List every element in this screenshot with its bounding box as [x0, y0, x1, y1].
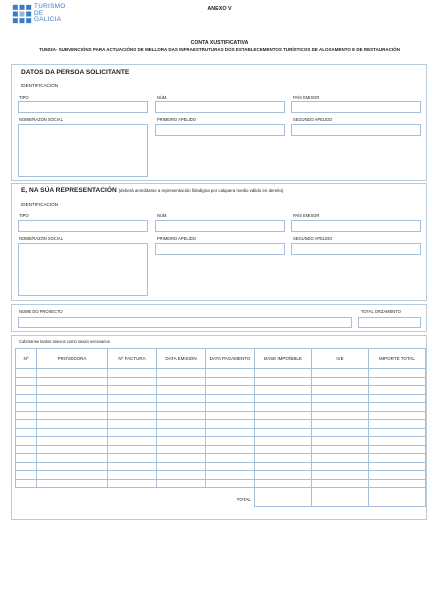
table-cell[interactable]: [312, 437, 369, 446]
table-cell[interactable]: [37, 428, 108, 437]
table-cell[interactable]: [157, 428, 206, 437]
table-row: [16, 454, 426, 463]
table-cell[interactable]: [255, 386, 312, 395]
table-cell[interactable]: [255, 369, 312, 378]
table-cell[interactable]: [16, 403, 37, 412]
representative-note: (deberá acreditarse a representación fidedigna por calquera medio válido en dereito): [118, 188, 284, 193]
project-name-label: NOME DO PROXECTO: [19, 309, 63, 314]
applicant-num-input[interactable]: [155, 101, 285, 113]
table-cell[interactable]: [312, 394, 369, 403]
table-row: [16, 394, 426, 403]
document-subtitle: TU503A- SUBVENCIÓNS PARA ACTUACIÓNS DE MELLORA DAS INFRAESTRUTURAS DOS ESTABLECEMENTOS TURÍSTICOS DE ALOXAMENTO E DE RESTAURACIÓN: [39, 47, 400, 52]
table-cell[interactable]: [255, 394, 312, 403]
table-cell[interactable]: [37, 394, 108, 403]
table-cell[interactable]: [157, 403, 206, 412]
table-cell[interactable]: [157, 437, 206, 446]
total-budget-label: TOTAL ORZAMENTO: [361, 309, 401, 314]
table-cell[interactable]: [206, 462, 255, 471]
document-title: CONTA XUSTIFICATIVA: [190, 40, 249, 46]
table-row: [16, 377, 426, 386]
table-cell[interactable]: [157, 369, 206, 378]
table-cell[interactable]: [369, 428, 426, 437]
table-cell[interactable]: [255, 445, 312, 454]
representative-apelido2-input[interactable]: [291, 243, 421, 255]
table-cell[interactable]: [206, 386, 255, 395]
table-cell[interactable]: [369, 377, 426, 386]
total-vat-cell[interactable]: [312, 488, 369, 507]
table-cell[interactable]: [16, 445, 37, 454]
table-cell[interactable]: [157, 377, 206, 386]
table-cell[interactable]: [157, 411, 206, 420]
table-cell[interactable]: [206, 445, 255, 454]
table-cell[interactable]: [16, 437, 37, 446]
project-name-input[interactable]: [18, 317, 352, 328]
table-cell[interactable]: [16, 394, 37, 403]
table-cell[interactable]: [157, 420, 206, 429]
table-cell[interactable]: [369, 454, 426, 463]
table-cell[interactable]: [369, 369, 426, 378]
table-cell[interactable]: [369, 411, 426, 420]
col-header-vat: IVE: [312, 349, 369, 369]
table-cell[interactable]: [37, 445, 108, 454]
table-cell[interactable]: [206, 471, 255, 480]
table-cell[interactable]: [37, 420, 108, 429]
table-cell[interactable]: [16, 479, 37, 488]
table-cell[interactable]: [312, 445, 369, 454]
col-header-taxable-base: BASE IMPOÑIBLE: [255, 349, 312, 369]
applicant-tipo-input[interactable]: [18, 101, 148, 113]
table-cell[interactable]: [312, 377, 369, 386]
table-row: [16, 471, 426, 480]
total-label-cell: [16, 488, 255, 507]
table-cell[interactable]: [206, 377, 255, 386]
applicant-identification-heading: IDENTIFICACIÓN: [21, 83, 59, 88]
applicant-nome-label: NOME/RAZÓN SOCIAL: [19, 117, 63, 122]
col-header-number: Nº: [16, 349, 37, 369]
table-cell[interactable]: [108, 411, 157, 420]
table-cell[interactable]: [108, 462, 157, 471]
table-cell[interactable]: [108, 369, 157, 378]
applicant-apelido1-label: PRIMEIRO APELIDO: [157, 117, 196, 122]
table-cell[interactable]: [108, 386, 157, 395]
table-cell[interactable]: [37, 462, 108, 471]
table-cell[interactable]: [312, 369, 369, 378]
table-cell[interactable]: [312, 454, 369, 463]
table-cell[interactable]: [206, 479, 255, 488]
table-cell[interactable]: [255, 462, 312, 471]
applicant-apelido2-input[interactable]: [291, 124, 421, 136]
table-cell[interactable]: [37, 479, 108, 488]
table-cell[interactable]: [37, 369, 108, 378]
table-row: [16, 420, 426, 429]
table-row: [16, 411, 426, 420]
table-cell[interactable]: [37, 403, 108, 412]
table-cell[interactable]: [37, 386, 108, 395]
table-row: [16, 386, 426, 395]
representative-tipo-label: TIPO: [19, 213, 29, 218]
table-cell[interactable]: [157, 394, 206, 403]
table-cell[interactable]: [312, 386, 369, 395]
table-cell[interactable]: [206, 454, 255, 463]
table-cell[interactable]: [369, 437, 426, 446]
table-cell[interactable]: [108, 437, 157, 446]
representative-title-text: E, NA SÚA REPRESENTACIÓN: [21, 187, 117, 194]
representative-title: [21, 187, 283, 194]
table-cell[interactable]: [312, 462, 369, 471]
representative-num-input[interactable]: [155, 220, 285, 232]
table-cell[interactable]: [16, 377, 37, 386]
invoices-total-row: [16, 488, 426, 507]
invoices-header-row: [16, 349, 426, 369]
table-cell[interactable]: [108, 471, 157, 480]
table-cell[interactable]: [255, 454, 312, 463]
representative-pais-label: PAÍS EMISOR: [293, 213, 320, 218]
representative-apelido1-label: PRIMEIRO APELIDO: [157, 236, 196, 241]
table-cell[interactable]: [255, 479, 312, 488]
table-cell[interactable]: [312, 471, 369, 480]
table-cell[interactable]: [157, 454, 206, 463]
annex-title: ANEXO V: [207, 6, 232, 12]
table-cell[interactable]: [108, 403, 157, 412]
table-cell[interactable]: [206, 420, 255, 429]
representative-apelido2-label: SEGUNDO APELIDO: [293, 236, 333, 241]
total-budget-input[interactable]: [358, 317, 421, 328]
table-cell[interactable]: [37, 437, 108, 446]
representative-identification-heading: IDENTIFICACIÓN: [21, 202, 59, 207]
applicant-title: DATOS DA PERSOA SOLICITANTE: [21, 69, 130, 76]
table-cell[interactable]: [312, 411, 369, 420]
table-cell[interactable]: [312, 428, 369, 437]
table-cell[interactable]: [108, 377, 157, 386]
applicant-apelido2-label: SEGUNDO APELIDO: [293, 117, 333, 122]
table-cell[interactable]: [16, 411, 37, 420]
invoices-body: [16, 369, 426, 488]
table-cell[interactable]: [369, 479, 426, 488]
table-cell[interactable]: [16, 471, 37, 480]
table-cell[interactable]: [255, 377, 312, 386]
table-cell[interactable]: [369, 445, 426, 454]
table-cell[interactable]: [16, 386, 37, 395]
table-cell[interactable]: [37, 377, 108, 386]
applicant-nome-input[interactable]: [18, 124, 148, 177]
table-cell[interactable]: [206, 394, 255, 403]
applicant-tipo-label: TIPO: [19, 95, 29, 100]
table-cell[interactable]: [16, 462, 37, 471]
table-cell[interactable]: [369, 462, 426, 471]
invoices-note: Cubriranse tantos anexos como sexan necesarios: [19, 339, 110, 344]
table-cell[interactable]: [16, 369, 37, 378]
table-cell[interactable]: [255, 420, 312, 429]
representative-nome-label: NOME/RAZÓN SOCIAL: [19, 236, 63, 241]
table-cell[interactable]: [312, 479, 369, 488]
table-cell[interactable]: [312, 403, 369, 412]
table-row: [16, 437, 426, 446]
invoices-table: [15, 348, 426, 507]
table-cell[interactable]: [369, 403, 426, 412]
table-cell[interactable]: [16, 428, 37, 437]
col-header-provider: PROVEDORA: [37, 349, 108, 369]
total-label: TOTAL: [236, 497, 251, 502]
table-cell[interactable]: [255, 471, 312, 480]
table-cell[interactable]: [369, 471, 426, 480]
applicant-num-label: NÚM.: [157, 95, 168, 100]
applicant-apelido1-input[interactable]: [155, 124, 285, 136]
table-cell[interactable]: [157, 445, 206, 454]
table-cell[interactable]: [37, 454, 108, 463]
table-cell[interactable]: [255, 403, 312, 412]
table-row: [16, 479, 426, 488]
table-cell[interactable]: [206, 369, 255, 378]
table-cell[interactable]: [369, 420, 426, 429]
applicant-pais-label: PAÍS EMISOR: [293, 95, 320, 100]
table-cell[interactable]: [108, 479, 157, 488]
col-header-payment-date: DATA PAGAMENTO: [206, 349, 255, 369]
table-cell[interactable]: [369, 386, 426, 395]
table-cell[interactable]: [108, 428, 157, 437]
table-cell[interactable]: [206, 403, 255, 412]
table-cell[interactable]: [108, 454, 157, 463]
table-cell[interactable]: [312, 420, 369, 429]
col-header-total-amount: IMPORTE TOTAL: [369, 349, 426, 369]
table-cell[interactable]: [206, 437, 255, 446]
representative-apelido1-input[interactable]: [155, 243, 285, 255]
total-amount-cell[interactable]: [369, 488, 426, 507]
table-cell[interactable]: [206, 428, 255, 437]
table-cell[interactable]: [157, 471, 206, 480]
logo-text: TURISMO DE GALICIA: [34, 3, 66, 24]
table-cell[interactable]: [369, 394, 426, 403]
representative-pais-input[interactable]: [291, 220, 421, 232]
col-header-issue-date: DATA EMISIÓN: [157, 349, 206, 369]
table-cell[interactable]: [37, 471, 108, 480]
table-cell[interactable]: [157, 479, 206, 488]
table-cell[interactable]: [108, 420, 157, 429]
table-cell[interactable]: [255, 437, 312, 446]
table-cell[interactable]: [108, 445, 157, 454]
table-cell[interactable]: [255, 428, 312, 437]
table-row: [16, 462, 426, 471]
total-taxable-base-cell[interactable]: [255, 488, 312, 507]
table-row: [16, 403, 426, 412]
applicant-pais-input[interactable]: [291, 101, 421, 113]
table-row: [16, 369, 426, 378]
table-cell[interactable]: [108, 394, 157, 403]
col-header-invoice-number: Nº FACTURA: [108, 349, 157, 369]
table-cell[interactable]: [157, 462, 206, 471]
table-cell[interactable]: [206, 411, 255, 420]
table-cell[interactable]: [157, 386, 206, 395]
table-row: [16, 445, 426, 454]
table-cell[interactable]: [37, 411, 108, 420]
table-cell[interactable]: [255, 411, 312, 420]
representative-num-label: NÚM.: [157, 213, 168, 218]
representative-tipo-input[interactable]: [18, 220, 148, 232]
table-cell[interactable]: [16, 420, 37, 429]
table-row: [16, 428, 426, 437]
table-cell[interactable]: [16, 454, 37, 463]
representative-nome-input[interactable]: [18, 243, 148, 296]
